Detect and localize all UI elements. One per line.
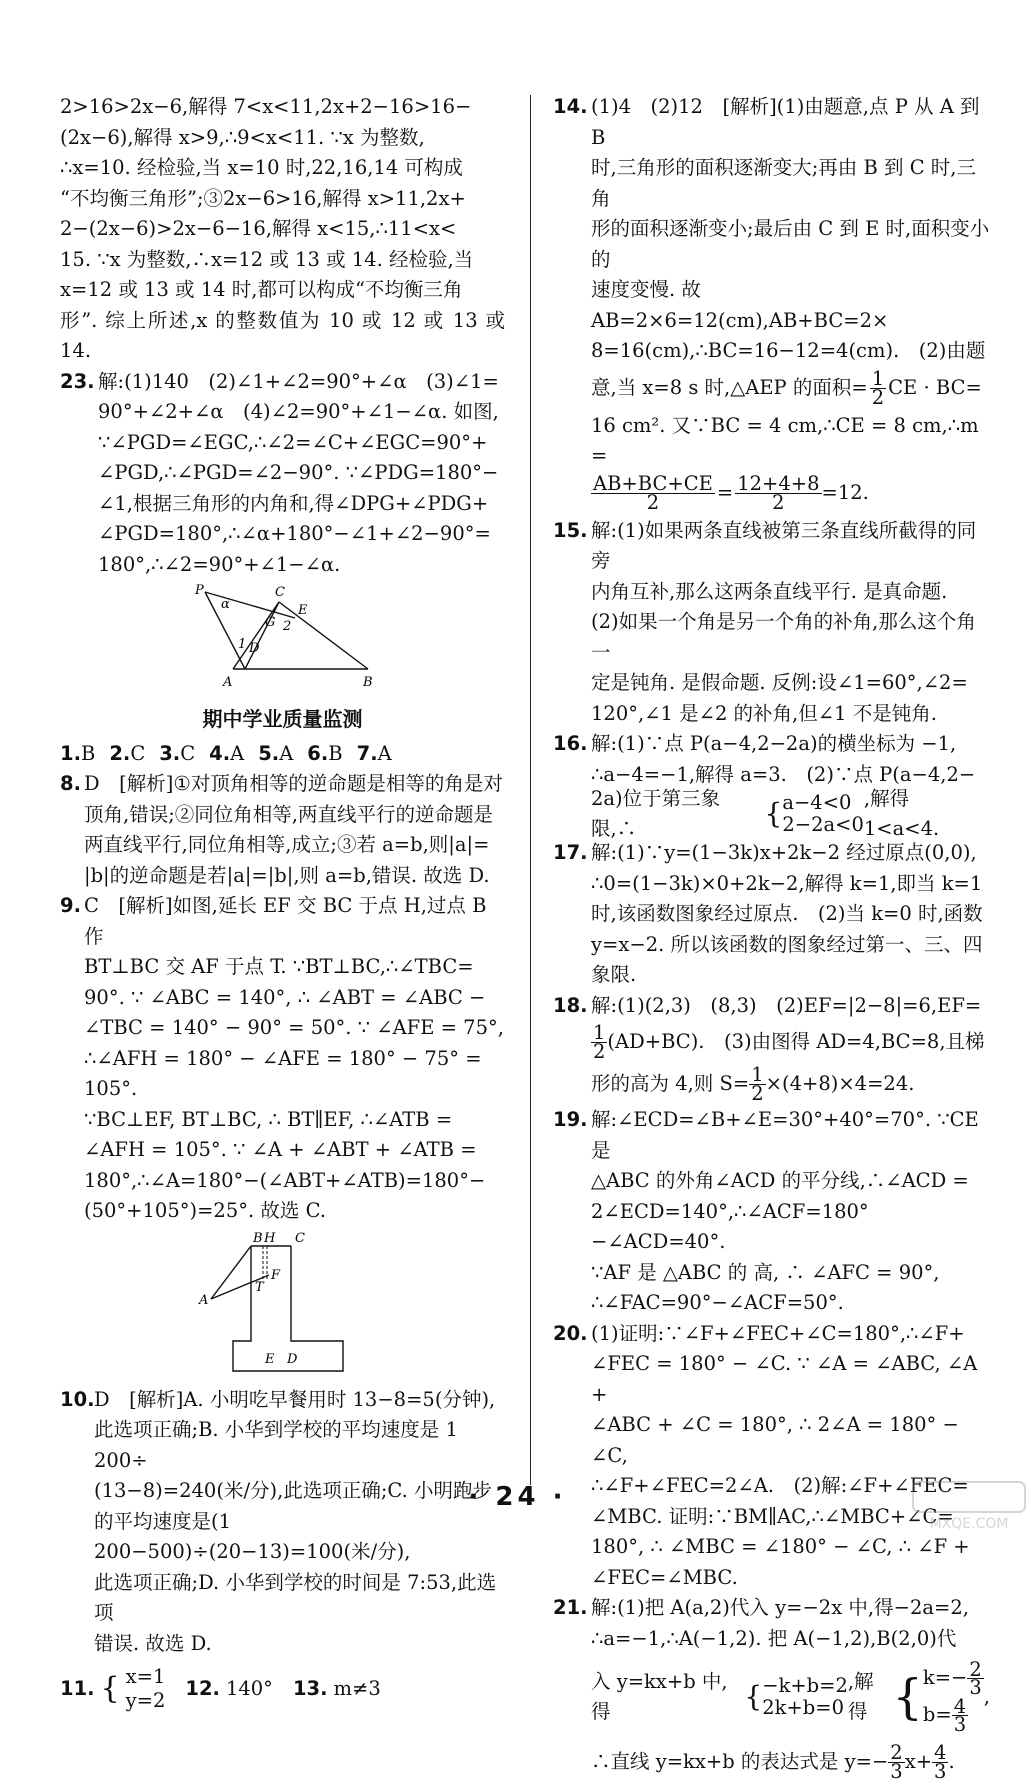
question-number: 17.: [553, 841, 588, 864]
point-label-C: C: [274, 585, 285, 600]
point-label-E: E: [297, 603, 307, 618]
text-line: ∵AF 是 △ABC 的 高, ∴ ∠AFC = 90°,: [591, 1260, 940, 1284]
text-line: 2−(2x−6)>2x−6−16,解得 x<15,∴11<x<: [60, 217, 457, 240]
text-line: ∴0=(1−3k)×0+2k−2,解得 k=1,即当 k=1: [591, 871, 983, 895]
text-line: 此选项正确;B. 小华到学校的平均速度是 1 200÷: [94, 1418, 458, 1472]
angle-label-2: 2: [282, 619, 291, 634]
answer-7: 7.A: [356, 741, 392, 765]
point-label-P: P: [194, 584, 204, 598]
text-line: ∴x=10. 经检验,当 x=10 时,22,16,14 可构成: [60, 156, 463, 179]
column-divider: [530, 95, 531, 1485]
text-line: D [解析]A. 小明吃早餐用时 13−8=5(分钟),: [94, 1387, 496, 1411]
point-label-B: B: [362, 675, 373, 690]
text-line: 2a)位于第三象限,∴ { a−4<0 2−2a<0 ,解得 1<a<4.: [591, 786, 940, 840]
question-number: 11.: [60, 1676, 95, 1700]
fraction: $\frac{1}{2}$: [751, 1062, 764, 1105]
angle-label-1: 1: [237, 637, 246, 652]
question-number: 16.: [553, 732, 588, 755]
watermark-logo: [909, 1478, 1029, 1534]
fraction: 1 2: [593, 1020, 606, 1063]
watermark-text: MXQE.COM: [929, 1516, 1009, 1532]
question-number: 13.: [292, 1676, 328, 1700]
text-line: 错误. 故选 D.: [94, 1631, 212, 1655]
question-14: [553, 92, 990, 516]
text-line: 两直线平行,同位角相等,成立;③若 a=b,则|a|=: [84, 833, 490, 856]
point-label-F: F: [270, 1267, 280, 1283]
text-line: ∠FEC=∠MBC.: [591, 1565, 738, 1589]
text-line: 速度变慢. 故 AB=2×6=12(cm),AB+BC=2×: [591, 278, 889, 332]
brace-icon: {: [892, 1669, 923, 1725]
text-line: ∠TBC = 140° − 90° = 50°. ∵ ∠AFE = 75°,: [84, 1016, 504, 1039]
answer-2: 2.C: [109, 741, 146, 765]
text-line: ∴∠FAC=90°−∠ACF=50°.: [591, 1291, 844, 1314]
text-line: 解:(1)把 A(a,2)代入 y=−2x 中,得−2a=2,: [591, 1596, 969, 1619]
text-line: 入 y=kx+b 中,得 { −k+b=2 2k+b=0 ,解得 { k=− $\frac{2}{3}$ b= $\frac{4}{3}$ ,: [591, 1658, 990, 1736]
answer-1: 1.B: [60, 741, 96, 765]
text-line: 顶角,错误;②同位角相等,两直线平行的逆命题是: [84, 802, 493, 826]
point-label-C: C: [294, 1230, 305, 1246]
brace-icon: {: [764, 796, 783, 830]
fraction: $\frac{2}{3}$: [890, 1740, 903, 1783]
text-line: |b|的逆命题是若|a|=|b|,则 a=b,错误. 故选 D.: [84, 863, 490, 887]
inequality-system: a−4<0 2−2a<0: [782, 791, 864, 836]
question-16: [553, 729, 990, 838]
text-line: ∴∠F+∠FEC=2∠A. (2)解:∠F+∠FEC=: [591, 1474, 969, 1497]
text-line: 90°. ∵ ∠ABC = 140°, ∴ ∠ABT = ∠ABC −: [84, 985, 486, 1009]
text-line: 内角互补,那么这两条直线平行. 是真命题.: [591, 579, 948, 603]
equation-system: −k+b=2 2k+b=0: [762, 1674, 848, 1719]
fraction: $\frac{12+4+8}{2}$: [737, 472, 820, 514]
text-line: ∴a−4=−1,解得 a=3. (2)∵点 P(a−4,2−: [591, 762, 976, 786]
question-number: 15.: [553, 518, 588, 542]
answer-12: 140°: [225, 1676, 273, 1700]
point-label-T: T: [254, 1279, 264, 1295]
left-column: [60, 92, 505, 1713]
text-line: (2)如果一个角是另一个角的补角,那么这个角一: [591, 610, 976, 664]
text-line: 180°, ∴ ∠MBC = ∠180° − ∠C, ∴ ∠F +: [591, 1535, 970, 1558]
text-line: 15. ∵x 为整数,∴x=12 或 13 或 14. 经检验,当: [60, 247, 474, 271]
question-8: [60, 769, 505, 891]
fraction: $\frac{4}{3}$: [934, 1740, 947, 1783]
question-number: 23.: [60, 369, 95, 393]
text-line: △ABC 的外角∠ACD 的平分线,∴∠ACD =: [591, 1169, 969, 1192]
text-line: ∠ABC + ∠C = 180°, ∴ 2∠A = 180° − ∠C,: [591, 1413, 959, 1467]
text-line: ∴a=−1,∴A(−1,2). 把 A(−1,2),B(2,0)代: [591, 1626, 957, 1650]
text-line: 解:∠ECD=∠B+∠E=30°+40°=70°. ∵CE 是: [591, 1108, 979, 1162]
answers-11-13: [60, 1665, 505, 1713]
text-line: 的平均速度是(1 200−500)÷(20−13)=100(米/分),: [94, 1509, 411, 1563]
point-label-A: A: [198, 1292, 208, 1308]
text-line: 90°+∠2+∠α (4)∠2=90°+∠1−∠α. 如图,: [98, 400, 499, 423]
text-line: ∠1,根据三角形的内角和,得∠DPG+∠PDG+: [98, 491, 489, 515]
text-line: 意,当 x=8 s 时,△AEP 的面积= $\frac{1}{2}$ CE · BC=: [591, 367, 982, 409]
choice-answers: [60, 739, 505, 770]
question-number: 9.: [60, 894, 81, 917]
text-line: 解:(1)140 (2)∠1+∠2=90°+∠α (3)∠1=: [98, 369, 499, 393]
question-number: 14.: [553, 95, 588, 118]
answer-13: m≠3: [333, 1676, 381, 1700]
answer-5: 5.A: [258, 741, 294, 765]
text-line: (2x−6),解得 x>9,∴9<x<11. ∵x 为整数,: [60, 125, 425, 149]
text-line: D [解析]①对顶角相等的逆命题是相等的角是对: [84, 772, 503, 795]
question-number: 12.: [185, 1676, 220, 1700]
text-line: 时,该函数图象经过原点. (2)当 k=0 时,函数: [591, 902, 983, 925]
triangle-figure-q23: [183, 584, 383, 694]
fraction: $\frac{4}{3}$: [953, 1695, 967, 1736]
text-line: 1 2 (AD+BC). (3)由图得 AD=4,BC=8,且梯: [593, 1020, 985, 1063]
question-9: [60, 891, 505, 1227]
text-line: 解:(1)如果两条直线被第三条直线所截得的同旁: [591, 518, 977, 572]
text-line: 2∠ECD=140°,∴∠ACF=180°−∠ACD=40°.: [591, 1199, 869, 1253]
text-line: x=12 或 13 或 14 时,都可以构成“不均衡三角: [60, 278, 463, 301]
text-line: 解:(1)∵y=(1−3k)x+2k−2 经过原点(0,0),: [591, 841, 977, 864]
text-line: 120°,∠1 是∠2 的补角,但∠1 不是钝角.: [591, 701, 937, 725]
text-line: 时,三角形的面积逐渐变大;再由 B 到 C 时,三角: [591, 156, 977, 210]
fraction: $\frac{2}{3}$: [969, 1658, 982, 1699]
fraction: $\frac{1}{2}$: [871, 367, 885, 409]
text-line: BT⊥BC 交 AF 于点 T. ∵BT⊥BC,∴∠TBC=: [84, 955, 474, 978]
question-number: 8.: [60, 772, 81, 795]
text-line: 180°,∴∠A=180°−(∠ABT+∠ATB)=180°−: [84, 1168, 486, 1192]
text-line: 180°,∴∠2=90°+∠1−∠α.: [98, 552, 341, 576]
text-line: ∵∠PGD=∠EGC,∴∠2=∠C+∠EGC=90°+: [98, 430, 488, 454]
point-label-B: B: [252, 1230, 263, 1246]
point-label-A: A: [222, 675, 232, 690]
text-line: ∠AFH = 105°. ∵ ∠A + ∠ABT + ∠ATB =: [84, 1138, 477, 1161]
text-line: 解:(1)(2,3) (8,3) (2)EF=|2−8|=6,EF=: [591, 993, 982, 1017]
point-label-D: D: [286, 1351, 297, 1367]
question-10: [60, 1385, 505, 1660]
question-18: [553, 991, 990, 1106]
text-line: 2>16>2x−6,解得 7<x<11,2x+2−16>16−: [60, 95, 472, 118]
point-label-H: H: [263, 1230, 275, 1246]
text-line: 16 cm². 又∵BC = 4 cm,∴CE = 8 cm,∴m =: [591, 413, 979, 467]
brace-icon: {: [100, 1671, 120, 1706]
question-21: [553, 1593, 990, 1784]
text-line: ∴直线 y=kx+b 的表达式是 y=− $\frac{2}{3}$ x+ $\frac{4}{3}$ .: [591, 1740, 955, 1783]
text-line: “不均衡三角形”;③2x−6>16,解得 x>11,2x+: [60, 186, 466, 210]
question-number: 21.: [553, 1596, 588, 1619]
question-20: [553, 1319, 990, 1594]
section-title: 期中学业质量监测: [202, 707, 363, 731]
question-number: 20.: [553, 1321, 588, 1345]
text-line: $\frac{AB+BC+CE}{2}$ = $\frac{12+4+8}{2}$ =12.: [593, 472, 869, 514]
question-number: 18.: [553, 993, 588, 1017]
text-line: 解:(1)∵点 P(a−4,2−2a)的横坐标为 −1,: [591, 732, 957, 755]
text-line: ∴∠AFH = 180° − ∠AFE = 180° − 75° = 105°.: [84, 1046, 482, 1100]
figure-q9: [193, 1231, 373, 1381]
text-line: 形的高为 4,则 S= $\frac{1}{2}$ ×(4+8)×4=24.: [591, 1062, 915, 1105]
answer-3: 3.C: [159, 741, 196, 765]
text-line: (13−8)=240(米/分),此选项正确;C. 小明跑步: [94, 1479, 493, 1502]
text-line: (50°+105°)=25°. 故选 C.: [84, 1199, 327, 1222]
text-line: 形”. 综上所述,x 的整数值为 10 或 12 或 13 或 14.: [60, 308, 505, 362]
solution-system: k=− $\frac{2}{3}$ b= $\frac{4}{3}$: [922, 1658, 982, 1736]
text-line: (1)证明:∵∠F+∠FEC+∠C=180°,∴∠F+: [591, 1321, 965, 1345]
text-line: ∵BC⊥EF, BT⊥BC, ∴ BT∥EF, ∴∠ATB =: [84, 1107, 453, 1131]
text-line: ∠MBC. 证明:∵BM∥AC,∴∠MBC+∠C=: [591, 1504, 954, 1528]
question-19: [553, 1105, 990, 1319]
question-number: 10.: [60, 1387, 95, 1411]
brace-icon: {: [744, 1679, 763, 1713]
text-line: C [解析]如图,延长 EF 交 BC 于点 H,过点 B 作: [84, 894, 487, 948]
text-line: (1)4 (2)12 [解析](1)由题意,点 P 从 A 到 B: [591, 95, 980, 149]
equation: x=1: [125, 1665, 166, 1688]
question-17: [553, 838, 990, 991]
answer-6: 6.B: [307, 741, 343, 765]
text-line: ∠FEC = 180° − ∠C. ∵ ∠A = ∠ABC, ∠A +: [591, 1352, 978, 1406]
angle-label-alpha: α: [220, 597, 230, 612]
text-line: 形的面积逐渐变小;最后由 C 到 E 时,面积变小的: [591, 217, 990, 271]
question-number: 19.: [553, 1108, 588, 1131]
point-label-D: D: [248, 641, 259, 656]
text-line: 定是钝角. 是假命题. 反例:设∠1=60°,∠2=: [591, 671, 968, 694]
q22-continuation: [60, 92, 505, 367]
answer-4: 4.A: [209, 741, 245, 765]
text-line: 此选项正确;D. 小华到学校的时间是 7:53,此选项: [94, 1570, 497, 1624]
question-23: [60, 367, 505, 581]
page-number: · 24 ·: [468, 1482, 567, 1512]
equation: y=2: [125, 1689, 166, 1712]
point-label-E: E: [264, 1351, 274, 1367]
fraction: $\frac{AB+BC+CE}{2}$: [593, 472, 713, 514]
point-label-G: G: [264, 615, 275, 630]
text-line: 象限.: [591, 963, 637, 986]
text-line: y=x−2. 所以该函数的图象经过第一、三、四: [591, 932, 983, 956]
text-line: ∠PGD=180°,∴∠α+180°−∠1+∠2−90°=: [98, 522, 491, 545]
equation-system: [126, 1665, 166, 1713]
text-line: 8=16(cm),∴BC=16−12=4(cm). (2)由题: [591, 339, 986, 362]
text-line: ∠PGD,∴∠PGD=∠2−90°. ∵∠PDG=180°−: [98, 461, 499, 484]
question-15: [553, 516, 990, 730]
